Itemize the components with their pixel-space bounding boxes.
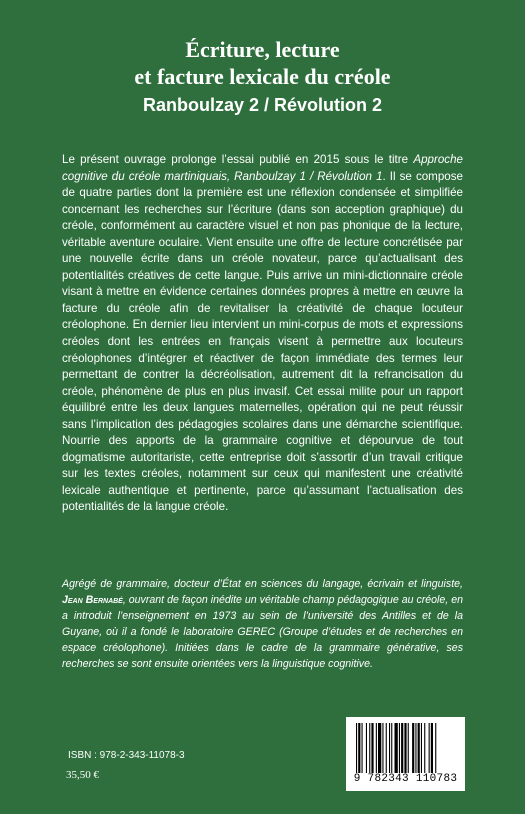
abstract-part-2: . Il se compose de quatre parties dont la première est une réflexion condensée et simplifiée concernant les recherches sur l’écriture (dans son acception graphique) du créole, conformément au caractère visuel et non pas phonique de la lecture, véritable aventure oculaire. Vient ensuite une offre de lecture concrétisée par une nouvelle écrite dans un créole novateur, parce qu’actualisant des potentialités créatives de cette langue. Puis arrive un mini-dictionnaire créole visant à mettre en évidence certaines données propres à mettre en œuvre la facture du créole afin de revitaliser la créativité de chaque locuteur créolophone. En dernier lieu intervient un mini-corpus de mots et expressions créoles dont les entrées en français visent à permettre aux locuteurs créolophones d’intégrer et réactiver de façon immédiate des termes leur permettant de contrer la décréolisation, autrement dit la refrancisation du créole, phénomène de plus en plus invasif. Cet essai milite pour un rapport équilibré entre les deux langues maternelles, opération qui ne peut réussir sans l’implication des pédagogies scolaires dans une démarche scientifique. Nourrie des apports de la grammaire cognitive et dépourvue de tout dogmatisme autoritariste, cette entreprise doit s’assortir d’un travail critique sur les textes créoles, notamment sur ceux qui manifestent une créativité lexicale authentique et pertinente, parce qu’assumant l’actualisation des potentialités de la langue créole. — [62, 169, 463, 514]
barcode-bar — [415, 723, 416, 773]
barcode-bar — [378, 723, 381, 773]
title-line-2: et facture lexicale du créole — [134, 64, 391, 89]
price-label: 35,50 € — [66, 769, 99, 781]
bio-part-1: Agrégé de grammaire, docteur d’État en sciences du langage, écrivain et linguiste, — [62, 578, 463, 590]
barcode-bar — [412, 723, 414, 773]
barcode-bar — [435, 723, 436, 773]
author-bio — [62, 577, 463, 672]
book-title — [0, 36, 525, 90]
barcode-bar — [401, 723, 403, 773]
barcode-bar — [376, 723, 377, 773]
barcode-bar — [429, 723, 430, 773]
barcode-bar — [408, 723, 409, 773]
barcode-bar — [371, 723, 373, 773]
barcode-bar — [431, 723, 433, 773]
barcode-bar — [356, 723, 357, 773]
barcode — [346, 717, 465, 791]
barcode-bar — [369, 723, 370, 773]
barcode-bar — [362, 723, 363, 773]
author-name: Jean Bernabé — [62, 593, 123, 606]
barcode-bar — [424, 723, 425, 773]
book-subtitle: Ranboulzay 2 / Révolution 2 — [142, 95, 383, 115]
barcode-bar — [382, 723, 383, 773]
barcode-bars-icon — [354, 723, 457, 773]
barcode-bar — [386, 723, 387, 773]
abstract-part-1: Le présent ouvrage prolonge l’essai publié en 2015 sous le titre — [62, 153, 414, 166]
barcode-bar — [391, 723, 392, 773]
barcode-bar — [366, 723, 367, 773]
barcode-bar — [421, 723, 422, 773]
barcode-bar — [358, 723, 360, 773]
title-line-1: Écriture, lecture — [185, 37, 340, 62]
barcode-bar — [389, 723, 390, 773]
barcode-bar — [399, 723, 400, 773]
abstract-text — [62, 152, 463, 516]
barcode-bar — [395, 723, 398, 773]
barcode-bar — [404, 723, 406, 773]
barcode-number: 9 782343 110783 — [353, 773, 458, 785]
isbn-label: ISBN : 978-2-343-11078-3 — [68, 750, 185, 761]
barcode-bar — [418, 723, 420, 773]
abstract-cited-title: Approche cognitive du créole martiniquais, Ranboulzay 1 / Révolution 1 — [62, 153, 463, 183]
bio-part-2: , ouvrant de façon inédite un véritable champ pédagogique au créole, en a introduit l’enseignement en 1973 au sein de l’université des Antilles et de la Guyane, où il a fondé le laboratoire GEREC (Groupe d’études et de recherches en espace créolophone). Initiées dans le cadre de la grammaire générative, ses recherches se sont ensuite orientées vers la linguistique cognitive. — [62, 593, 464, 670]
